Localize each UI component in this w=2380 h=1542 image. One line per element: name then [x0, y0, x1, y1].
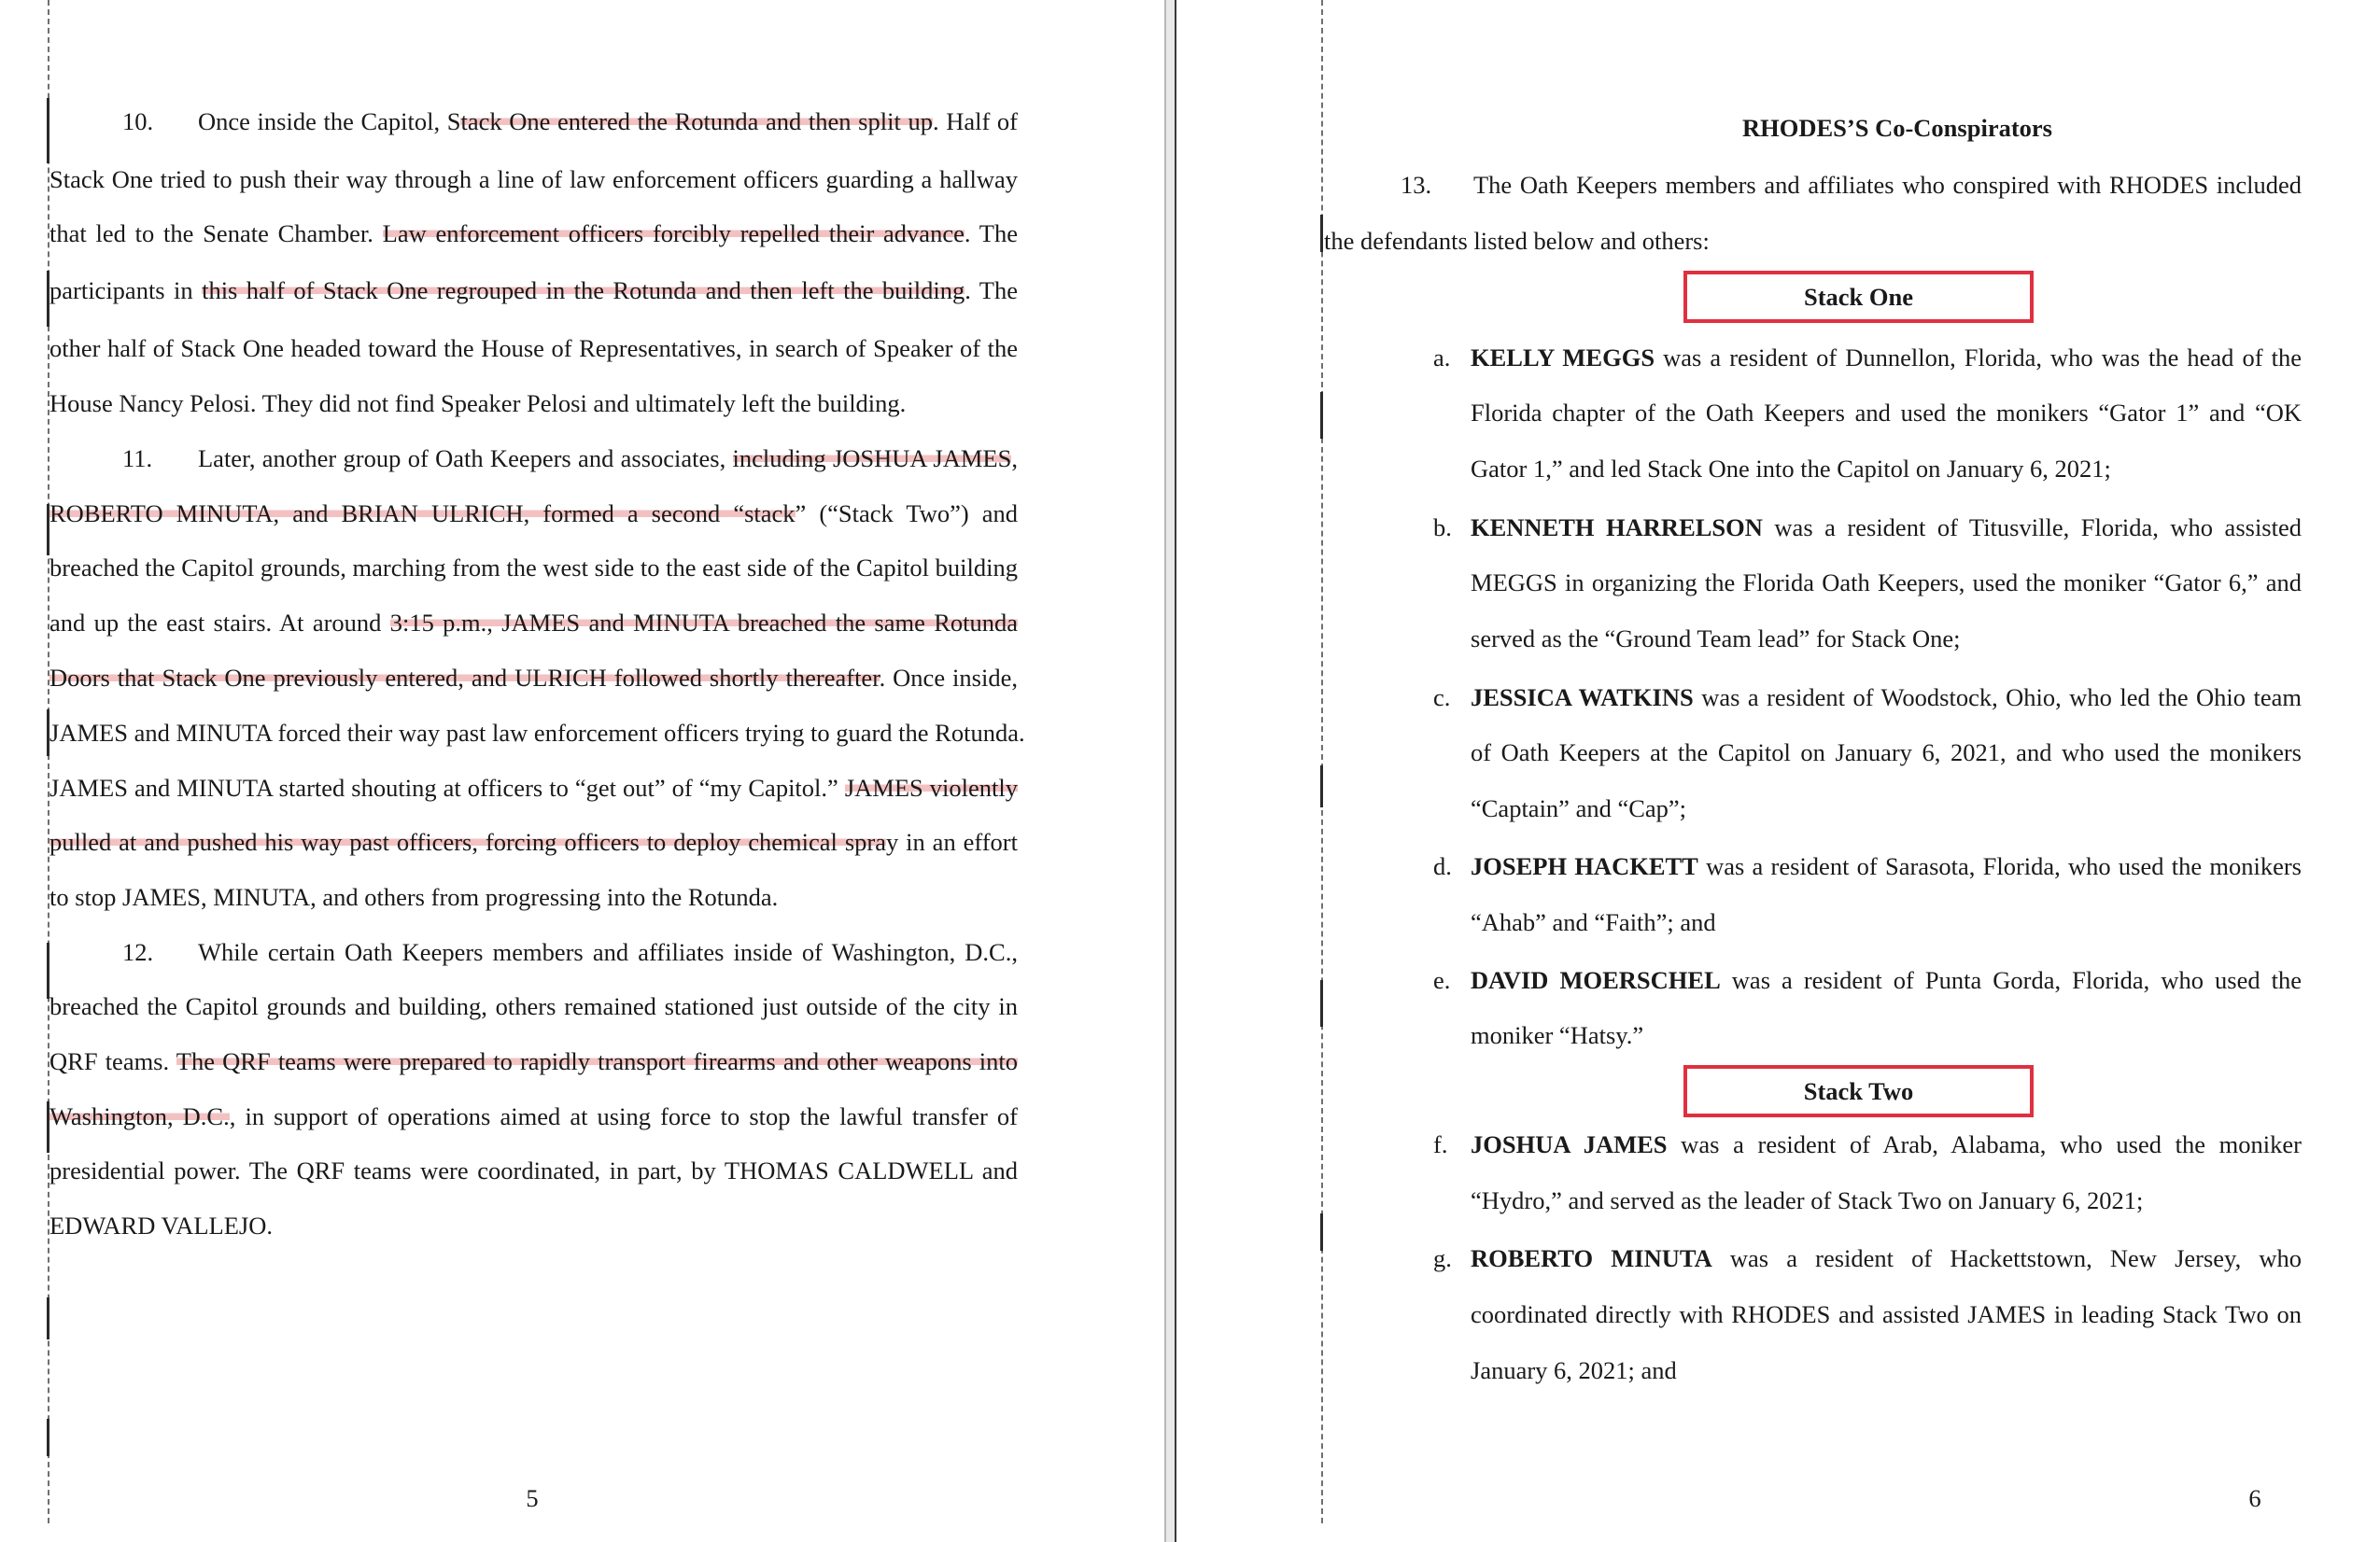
- text-run: and up the east stairs. At around: [49, 609, 390, 637]
- text-run: was a resident of Arab, Alabama, who used the moniker: [1667, 1130, 2302, 1158]
- paragraph-number: 13.: [1401, 171, 1432, 199]
- defendant-name: JOSHUA JAMES: [1471, 1130, 1668, 1158]
- text-line: [49, 714, 1025, 751]
- text-run: breached the Capitol grounds and building, others remained stationed just outside of the city in: [49, 992, 1018, 1020]
- page-gutter: [1164, 0, 1176, 1542]
- text-run: . The: [964, 219, 1018, 247]
- defendant-name: KELLY MEGGS: [1471, 343, 1655, 371]
- text-line: [198, 440, 1018, 477]
- highlighted-text: ROBERTO MINUTA, and BRIAN ULRICH, formed a second “stack: [49, 499, 796, 527]
- highlighted-text: Law enforcement officers forcibly repelled their advance: [382, 219, 965, 247]
- paragraph-number: 11.: [122, 444, 153, 472]
- list-item-line: [1471, 339, 2302, 376]
- text-run: Florida chapter of the Oath Keepers and used the monikers “Gator 1” and “OK: [1471, 399, 2302, 427]
- margin-mark: [47, 504, 49, 555]
- margin-mark: [47, 271, 49, 327]
- list-item-line: [1471, 1296, 2302, 1333]
- list-item-line: [1471, 1016, 2302, 1054]
- paragraph-number: 10.: [122, 107, 154, 135]
- text-line: [49, 215, 1018, 252]
- text-run: was a resident of Hackettstown, New Jersey, who: [1711, 1244, 2303, 1272]
- text-run: was a resident of Woodstock, Ohio, who led the Ohio team: [1693, 683, 2303, 711]
- page-number: 5: [526, 1484, 539, 1512]
- list-item-line: [1471, 1352, 2302, 1389]
- text-run: to stop JAMES, MINUTA, and others from progressing into the Rotunda.: [49, 883, 779, 911]
- list-item-line: [1471, 450, 2302, 487]
- text-run: Gator 1,” and led Stack One into the Capitol on January 6, 2021;: [1471, 455, 2111, 483]
- list-item-line: [1471, 790, 2302, 827]
- highlighted-text: The QRF teams were prepared to rapidly transport firearms and other weapons into: [176, 1047, 1018, 1075]
- text-line: [49, 385, 1018, 422]
- highlighted-text: 3:15 p.m., JAMES and MINUTA breached the same Rotunda: [389, 609, 1018, 637]
- list-item-letter: c.: [1433, 683, 1451, 711]
- text-run: other half of Stack One headed toward the House of Representatives, in search of Speaker of the: [49, 334, 1018, 362]
- text-run: EDWARD VALLEJO.: [49, 1212, 273, 1240]
- defendant-name: ROBERTO MINUTA: [1471, 1244, 1712, 1272]
- defendant-name: JOSEPH HACKETT: [1471, 852, 1698, 880]
- list-item-line: [1471, 564, 2302, 601]
- highlighted-text: this half of Stack One regrouped in the Rotunda and then left the building: [202, 276, 965, 304]
- stack-two-label-box: [1683, 1065, 2034, 1117]
- text-line: [49, 1098, 1018, 1135]
- margin-mark: [47, 709, 49, 756]
- page-5: [0, 0, 1164, 1542]
- highlighted-text: including JOSHUA JAMES: [732, 444, 1012, 472]
- text-line: [49, 1152, 1018, 1189]
- text-run: moniker “Hatsy.”: [1471, 1021, 1644, 1049]
- text-line: The Oath Keepers members and affiliates who conspired with RHODES included: [1473, 171, 2302, 199]
- text-run: ” (“Stack Two”) and: [795, 499, 1018, 527]
- text-line: [49, 329, 1018, 367]
- text-run: . The: [965, 276, 1018, 304]
- defendant-name: KENNETH HARRELSON: [1471, 513, 1763, 541]
- text-run: . Half of: [932, 107, 1018, 135]
- text-line: [49, 1043, 1018, 1080]
- text-line: [49, 823, 1018, 861]
- text-line: [49, 988, 1018, 1025]
- stack-two-label: Stack Two: [1803, 1077, 1914, 1105]
- list-item-line: [1471, 904, 2302, 941]
- text-run: of Oath Keepers at the Capitol on January 6, 2021, and who used the monikers: [1471, 738, 2302, 766]
- text-line: [49, 1207, 1018, 1244]
- highlighted-text: pulled at and pushed his way past officers, forcing officers to deploy chemical spra: [49, 828, 886, 856]
- margin-mark: [47, 1419, 49, 1456]
- text-line: [49, 549, 1018, 586]
- text-line: [49, 659, 1018, 696]
- margin-mark: [1320, 980, 1323, 1027]
- text-run: “Ahab” and “Faith”; and: [1471, 908, 1716, 936]
- text-run: coordinated directly with RHODES and assisted JAMES in leading Stack Two on: [1471, 1300, 2302, 1328]
- margin-mark: [1320, 392, 1323, 439]
- margin-mark: [47, 1101, 49, 1153]
- text-run: was a resident of Punta Gorda, Florida, who used the: [1720, 966, 2302, 994]
- text-run: was a resident of Sarasota, Florida, who used the monikers: [1697, 852, 2302, 880]
- text-run: y in an effort: [885, 828, 1018, 856]
- text-run: . Once inside,: [879, 664, 1018, 692]
- text-line: [49, 495, 1018, 532]
- text-run: presidential power. The QRF teams were coordinated, in part, by THOMAS CALDWELL and: [49, 1156, 1018, 1185]
- margin-mark: [47, 943, 49, 999]
- list-item-line: [1471, 1182, 2302, 1219]
- list-item-line: [1471, 509, 2302, 546]
- text-run: House Nancy Pelosi. They did not find Speaker Pelosi and ultimately left the building.: [49, 389, 907, 417]
- highlighted-text: Doors that Stack One previously entered, and ULRICH followed shortly thereafter: [49, 664, 880, 692]
- highlighted-text: Washington, D.C.: [49, 1102, 230, 1130]
- text-run: JAMES and MINUTA started shouting at officers to “get out” of “my Capitol.”: [49, 774, 845, 802]
- defendant-name: DAVID MOERSCHEL: [1471, 966, 1721, 994]
- section-heading: RHODES’S Co-Conspirators: [1741, 114, 2052, 142]
- margin-mark: [1320, 765, 1323, 807]
- text-line: [49, 272, 1018, 309]
- text-run: “Captain” and “Cap”;: [1471, 794, 1687, 822]
- list-item-line: [1471, 394, 2302, 431]
- highlighted-text: JAMES violently: [844, 774, 1018, 802]
- text-run: served as the “Ground Team lead” for Stack One;: [1471, 624, 1961, 652]
- text-line: the defendants listed below and others:: [1324, 227, 1710, 255]
- text-line: [49, 161, 1018, 198]
- margin-mark: [1320, 215, 1323, 252]
- paragraph-number: 12.: [122, 938, 154, 966]
- text-run: MEGGS in organizing the Florida Oath Keepers, used the moniker “Gator 6,” and: [1471, 568, 2302, 596]
- stack-one-label-box: [1683, 271, 2034, 323]
- text-line: [49, 604, 1018, 641]
- list-item-line: [1471, 679, 2302, 716]
- text-line: [49, 769, 1018, 806]
- text-line: [49, 878, 1018, 916]
- text-run: QRF teams.: [49, 1047, 176, 1075]
- text-run: that led to the Senate Chamber.: [49, 219, 383, 247]
- text-run: Once inside the Capitol, S: [198, 107, 461, 135]
- text-run: “Hydro,” and served as the leader of Stack Two on January 6, 2021;: [1471, 1186, 2144, 1214]
- margin-mark: [47, 1297, 49, 1339]
- text-line: [198, 103, 1018, 140]
- margin-mark: [1320, 1213, 1323, 1251]
- text-run: participants in: [49, 276, 203, 304]
- text-run: JAMES and MINUTA forced their way past law enforcement officers trying to guard the Rotunda.: [49, 719, 1025, 747]
- page-number: 6: [2248, 1484, 2261, 1512]
- text-run: Stack One tried to push their way through a line of law enforcement officers guarding a hallway: [49, 165, 1018, 193]
- text-run: Later, another group of Oath Keepers and associates,: [198, 444, 733, 472]
- list-item-line: [1471, 1240, 2302, 1277]
- text-run: was a resident of Titusville, Florida, who assisted: [1762, 513, 2302, 541]
- text-line: [198, 933, 1018, 971]
- list-item-line: [1471, 1126, 2302, 1163]
- text-run: While certain Oath Keepers members and affiliates inside of Washington, D.C.,: [198, 938, 1018, 966]
- list-item-line: [1471, 620, 2302, 657]
- list-item-line: [1471, 734, 2302, 771]
- text-run: breached the Capitol grounds, marching from the west side to the east side of the Capitol building: [49, 554, 1018, 582]
- page-6: [1176, 0, 2380, 1542]
- list-item-line: [1471, 848, 2302, 885]
- text-run: ,: [1011, 444, 1018, 472]
- text-run: , in support of operations aimed at using force to stop the lawful transfer of: [229, 1102, 1018, 1130]
- defendant-name: JESSICA WATKINS: [1471, 683, 1694, 711]
- stack-one-label: Stack One: [1803, 283, 1914, 311]
- list-item-letter: e.: [1433, 966, 1451, 994]
- margin-mark: [47, 98, 49, 163]
- list-item-letter: f.: [1433, 1130, 1448, 1158]
- list-item-letter: g.: [1433, 1244, 1452, 1272]
- text-run: January 6, 2021; and: [1471, 1356, 1677, 1384]
- text-run: was a resident of Dunnellon, Florida, who was the head of the: [1655, 343, 2302, 371]
- highlighted-text: tack One entered the Rotunda and then split up: [460, 107, 933, 135]
- list-item-line: [1471, 961, 2302, 999]
- list-item-letter: d.: [1433, 852, 1452, 880]
- list-item-letter: b.: [1433, 513, 1452, 541]
- list-item-letter: a.: [1433, 343, 1451, 371]
